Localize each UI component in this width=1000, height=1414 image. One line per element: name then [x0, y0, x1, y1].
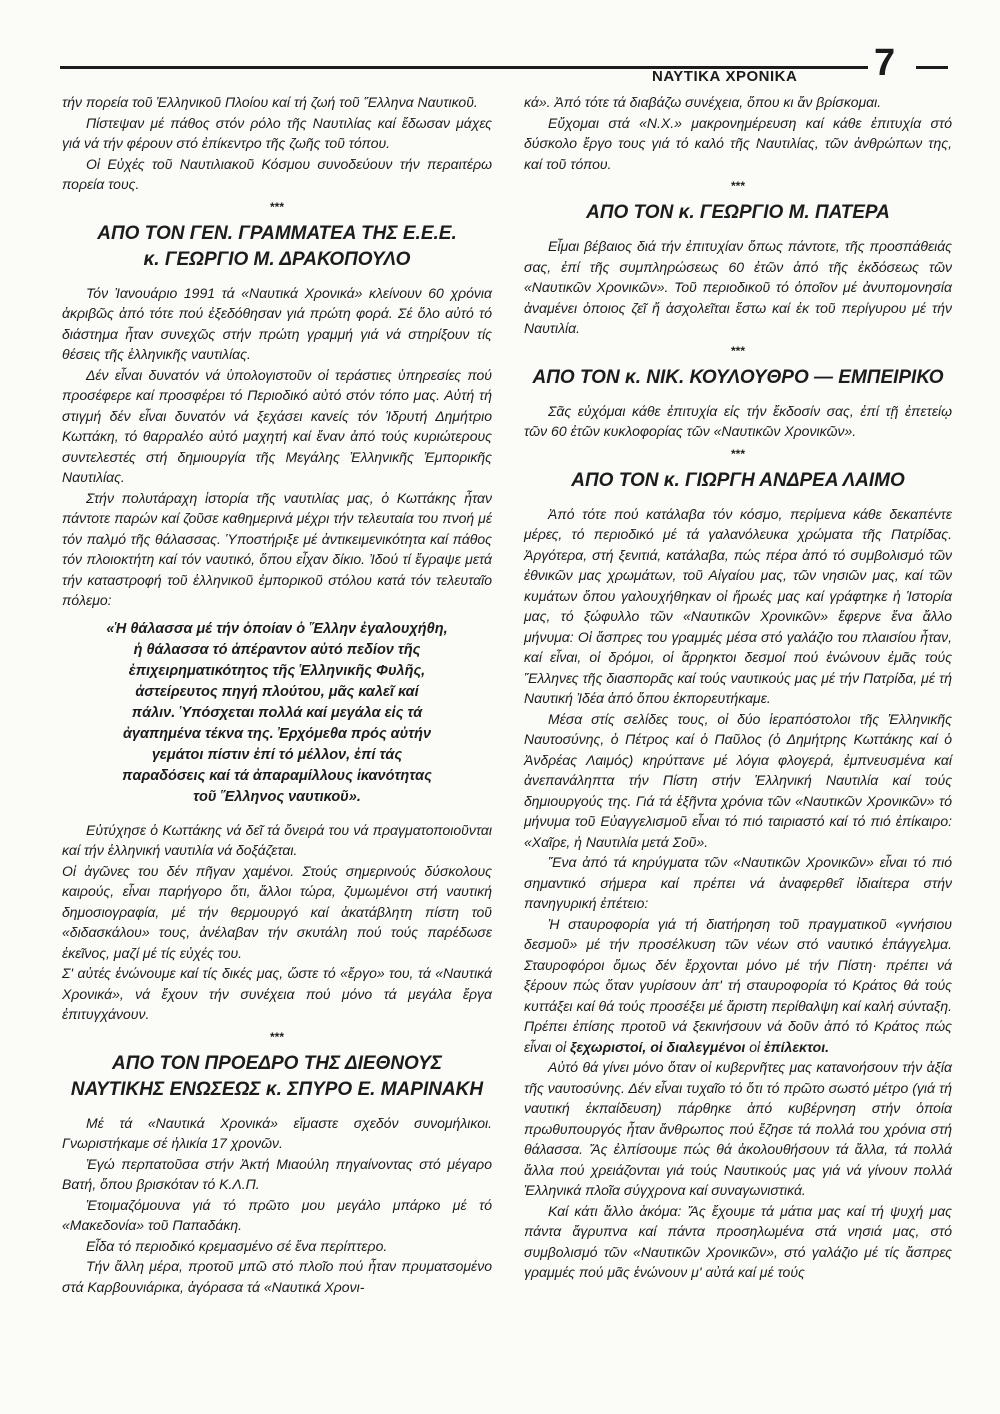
page-number: 7: [874, 42, 896, 84]
quote-line: γεμάτοι πίστιν ἐπί τό μέλλον, ἐπί τάς: [151, 746, 403, 763]
paragraph: Σᾶς εὐχόμαι κάθε ἐπιτυχία εἰς τήν ἔκδοσίν σας, ἐπί τῇ ἐπετείῳ τῶν 60 ἐτῶν κυκλοφορίας τῶν «Ναυτικῶν Χρονικῶν».: [524, 402, 952, 439]
quote-line: «Ἡ θάλασσα μέ τήν ὁποίαν ὁ Ἕλλην ἐγαλουχήθη,: [106, 620, 448, 637]
paragraph: Ἐγώ περπατοῦσα στήν Ἀκτή Μιαούλη πηγαίνοντας στό μέγαρο Βατή, ὅπου βρισκόταν τό Κ.Λ.Π.: [62, 1155, 492, 1192]
paragraph: Εἶμαι βέβαιος διά τήν ἐπιτυχίαν ὅπως πάντοτε, τῆς προσπάθειάς σας, ἐπί τῆς συμπληρώσεως 60 ἐτῶν ἀπό τῆς ἐκδόσεως τῶν «Ναυτικῶν Χρονικῶν». Τοῦ περιοδικοῦ τό ὁποῖον μέ ἀνυπομονησία ἀναμένει ὁποιος ζεῖ ἤ ἀσχολεῖται ἔστω καί ἐκ τοῦ περίγυρου μέ τήν Ναυτιλία.: [524, 238, 952, 336]
section-separator: ***: [730, 179, 745, 193]
blockquote: [62, 619, 492, 808]
paragraph: Δέν εἶναι δυνατόν νά ὑπολογιστοῦν οἱ τεράστιες ὑπηρεσίες πού προσέφερε καί προσφέρει τό Περιοδικό αὐτό στόν τόπο μας. Αὐτή τή στιγμή δέν εἶναι δυνατόν νά ξεχάσει κανείς τόν Ἱδρυτή Δημήτριο Κωττάκη, τό θαρραλέο αὐτό μαχητή καί ἕναν ἀπό τούς κυριώτερους συντελεστές στή δημιουργία τῆς Μεγάλης Ἑλληνικῆς Ἐμπορικῆς Ναυτιλίας.: [62, 366, 492, 485]
section-separator: ***: [269, 1029, 284, 1044]
section-heading-marinakis: [62, 1051, 492, 1103]
paragraph: Οἱ Εὐχές τοῦ Ναυτιλιακοῦ Κόσμου συνοδεύουν τήν περαιτέρω πορεία τους.: [62, 155, 492, 192]
paragraph: κά». Ἀπό τότε τά διαβάζω συνέχεια, ὅπου κι ἄν βρίσκομαι.: [524, 94, 882, 110]
paragraph: Ἑτοιμαζόμουνα γιά τό πρῶτο μου μεγάλο μπάρκο μέ τό «Μακεδονία» τοῦ Παπαδάκη.: [62, 1196, 492, 1233]
paragraph: Πίστεψαν μέ πάθος στόν ρόλο τῆς Ναυτιλίας καί ἔδωσαν μάχες γιά νά τήν φέρουν στό ἐπίκεντρο τῆς ζωῆς τοῦ τόπου.: [62, 114, 492, 151]
section-separator: ***: [730, 343, 745, 358]
paragraph: Καί κάτι ἄλλο ἀκόμα: Ἄς ἔχουμε τά μάτια μας καί τή ψυχή μας πάντα ἄγρυπνα καί πάντα προσηλωμένα στά νησιά μας, στό συμβολισμό τῶν «Ναυτικῶν Χρονικῶν», στό γαλάζιο μέ τίς ἄσπρες γραμμές πού μᾶς ἑνώνουν μ' αὐτά καί μέ τούς: [524, 1202, 952, 1280]
paragraph: Μέσα στίς σελίδες τους, οἱ δύο ἱεραπόστολοι τῆς Ἑλληνικῆς Ναυτοσύνης, ὁ Πέτρος καί ὁ Παῦλος (ὁ Δημήτρης Κωττάκης καί ὁ Ἀνδρέας Λαιμός) κηρύττανε μέ λόγια φλογερά, ἐμπνευσμένα καί ἀνεπανάληπτα τήν Πίστη στήν Ἑλληνική Ναυτιλία καί τούς δημιουργούς της. Γιά τά ἑξῆντα χρόνια τῶν «Ναυτικῶν Χρονικῶν» τό μήνυμα τοῦ Εὐαγγελισμοῦ εἶναι τό πιό ταιριαστό καί τό πιό ἐπίκαιρο: «Χαῖρε, ἡ Ναυτιλία μετά Σοῦ».: [524, 710, 952, 850]
heading-line: ΑΠΟ ΤΟΝ κ. ΓΕΩΡΓΙΟ Μ. ΠΑΤΕΡΑ: [586, 202, 890, 223]
header-rule-right: [916, 66, 948, 69]
heading-line: ΑΠΟ ΤΟΝ κ. ΓΙΩΡΓΗ ΑΝΔΡΕΑ ΛΑΙΜΟ: [571, 469, 905, 491]
paragraph: Οἱ ἀγῶνες του δέν πῆγαν χαμένοι. Στούς σημερινούς δύσκολους καιρούς, εἶναι παρήγορο ὅτι, ἄλλοι τώρα, ζυμωμένοι στή ναυτική δημοσιογραφία, μέ τήν θερμουργό καί ἀκατάβλητη πίστη τοῦ «διδασκάλου» τους, ἀνέλαβαν τήν σκυτάλη πού τούς παρέδωσε ἐκεῖνος, μαζί μέ τίς εὐχές του.: [62, 862, 492, 961]
paragraph: Εἶδα τό περιοδικό κρεμασμένο σέ ἕνα περίπτερο.: [86, 1237, 388, 1254]
paragraph: Ἀπό τότε πού κατάλαβα τόν κόσμο, περίμενα κάθε δεκαπέντε μέρες, τό περιοδικό μέ τά γαλανόλευκα χρώματα τῆς Πατρίδας. Ἀργότερα, στή ξενιτιά, κατάλαβα, πώς πέρα ἀπό τό συμβολισμό τῶν ἐθνικῶν μας χρωμάτων, τοῦ Αἰγαίου μας, τῶν νησιῶν μας, καί τῶν κυμάτων ὅπου γαλουχήθηκαν οἱ ἥρωές μας καί γράφτηκε ἡ Ἱστορία μας, τό ξώφυλλο τῶν «Ναυτικῶν Χρονικῶν» ἔφερνε ἕνα ἄλλο μήνυμα: Οἱ ἄσπρες του γραμμές μέσα στό γαλάζιο του πλαισίου ἦταν, καί εἶναι, οἱ δρόμοι, οἱ ἄρρηκτοι δεσμοί πού ἑνώνουν ἐμᾶς τούς Ἕλληνες τῆς διασπορᾶς καί τούς ναυτικούς μας μέ τήν Πατρίδα, μέ τή Ναυτική Ἰδέα ἀπό ὅπου ἐκπορευτήκαμε.: [524, 505, 952, 706]
quote-line: ἡ θάλασσα τό ἀπέραντον αὐτό πεδίον τῆς: [133, 641, 421, 658]
paragraph: Ἕνα ἀπό τά κηρύγματα τῶν «Ναυτικῶν Χρονικῶν» εἶναι τό πιό σημαντικό σήμερα καί πρέπει νά ἀναφερθεῖ ἰδιαίτερα στήν πανηγυρική ἐπέτειο:: [524, 854, 952, 911]
section-heading-laimos: [524, 468, 952, 494]
section-separator: ***: [730, 446, 745, 461]
section-heading-drakopoulos: [62, 221, 492, 273]
paragraph: Εὐτύχησε ὁ Κωττάκης νά δεῖ τά ὄνειρά του νά πραγματοποιοῦνται καί τήν ἑλληνική ναυτιλία νά δοξάζεται.: [62, 821, 492, 858]
masthead: ΝΑΥΤΙΚΑ ΧΡΟΝΙΚΑ: [652, 68, 798, 85]
right-column: [524, 92, 952, 1283]
paragraph: Μέ τά «Ναυτικά Χρονικά» εἴμαστε σχεδόν συνομήλικοι. Γνωριστήκαμε σέ ἡλικία 17 χρονῶν.: [62, 1114, 492, 1151]
quote-line: τοῦ Ἕλληνος ναυτικοῦ».: [193, 788, 361, 805]
paragraph: Σ' αὐτές ἑνώνουμε καί τίς δικές μας, ὥστε τό «ἔργο» του, τά «Ναυτικά Χρονικά», νά ἔχουν τήν συνέχεια πού μόνο τά μεγάλα ἔργα ἐπιτυγχάνουν.: [62, 965, 492, 1022]
heading-line: ΑΠΟ ΤΟΝ ΠΡΟΕΔΡΟ ΤΗΣ ΔΙΕΘΝΟΥΣ: [112, 1052, 442, 1074]
heading-line: ΑΠΟ ΤΟΝ ΓΕΝ. ΓΡΑΜΜΑΤΕΑ ΤΗΣ Ε.Ε.Ε.: [97, 222, 457, 244]
quote-line: ἐπιχειρηματικότητος τῆς Ἑλληνικῆς Φυλῆς,: [128, 662, 426, 679]
paragraph: Τήν ἄλλη μέρα, προτοῦ μπῶ στό πλοῖο πού ἦταν πρυματσομένο στά Καρβουνιάρικα, ἀγόρασα τά «Ναυτικά Χρονι-: [62, 1258, 492, 1295]
section-separator: ***: [269, 199, 284, 214]
section-heading-pateras: [524, 200, 952, 226]
emphasis: ἐπίλεκτοι.: [764, 1038, 830, 1055]
section-heading-koulouthros: [524, 365, 952, 391]
paragraph: Αὐτό θά γίνει μόνο ὅταν οἱ κυβερνῆτες μας κατανοήσουν τήν ἀξία τῆς ναυτοσύνης. Δέν εἶναι τυχαῖο τό ὅτι τό πρῶτο σωστό μέτρο (γιά τή ναυτική ἐκπαίδευση) πάρθηκε ἀπό κυβέρνηση στήν ὁποία πρωθυπουργός ἦταν ἄνθρωπος πού ἔζησε τά πολλά του χρόνια στή θάλασσα. Ἄς ἐλπίσουμε πώς θά ἀκολουθήσουν τά ἄλλα, τά πολλά ἄλλα πού χρειάζονται γιά τούς Ναυτικούς μας γιά νά γίνουν πολλά Ἑλληνικά πλοῖα σύγχρονα καί συναγωνιστικά.: [524, 1059, 952, 1198]
paragraph: Τόν Ἰανουάριο 1991 τά «Ναυτικά Χρονικά» κλείνουν 60 χρόνια ἀκριβῶς ἀπό τότε πού ἐξεδόθησαν γιά πρώτη φορά. Σέ ὅλο αὐτό τό διάστημα ἦταν συνεχῶς στήν πρώτη γραμμή γιά νά στηρίξουν τίς θέσεις τῆς ἑλληνικῆς ναυτιλίας.: [62, 284, 492, 362]
emphasis: ξεχωριστοί, οἱ διαλεγμένοι: [570, 1038, 746, 1055]
paragraph: τήν πορεία τοῦ Ἑλληνικοῦ Πλοίου καί τή ζωή τοῦ Ἕλληνα Ναυτικοῦ.: [62, 94, 478, 110]
paragraph: Εὔχομαι στά «Ν.Χ.» μακρονημέρευση καί κάθε ἐπιτυχία στό δύσκολο ἔργο τους γιά τό καλό τῆς Ναυτιλίας, τῶν ἀνθρώπων της, καί τοῦ τόπου.: [524, 114, 952, 172]
left-column: [62, 92, 492, 1297]
quote-line: παραδόσεις καί τά ἀπαραμίλλους ἱκανότητας: [122, 767, 432, 784]
quote-line: πάλιν. Ὑπόσχεται πολλά καί μεγάλα εἰς τά: [131, 704, 423, 721]
paragraph-with-emphasis: [524, 914, 952, 1058]
heading-line: κ. ΓΕΩΡΓΙΟ Μ. ΔΡΑΚΟΠΟΥΛΟ: [143, 248, 411, 270]
heading-line: ΑΠΟ ΤΟΝ κ. ΝΙΚ. ΚΟΥΛΟΥΘΡΟ — ΕΜΠΕΙΡΙΚΟ: [532, 366, 944, 388]
paragraph: Στήν πολυτάραχη ἱστορία τῆς ναυτιλίας μας, ὁ Κωττάκης ἦταν πάντοτε παρών καί ζοῦσε καθημερινά μέχρι τήν τελευταία του πνοή μέ τόν παλμό τῆς θάλασσας. Ὑποστήριξε μέ ἀντικειμενικότητα καί πάθος τόν πλοιοκτήτη καί τόν ναυτικό, ὅπου εἶχαν δίκιο. Ἰδού τί ἔγραψε μετά τήν καταστροφή τοῦ ἑλληνικοῦ ἐμπορικοῦ στόλου κατά τόν τελευταῖο πόλεμο:: [62, 489, 492, 608]
quote-line: ἀστείρευτος πηγή πλούτου, μᾶς καλεῖ καί: [135, 683, 419, 700]
quote-line: ἀγαπημένα τέκνα της. Ἐρχόμεθα πρός αὐτήν: [122, 725, 432, 742]
heading-line: ΝΑΥΤΙΚΗΣ ΕΝΩΣΕΩΣ κ. ΣΠΥΡΟ Ε. ΜΑΡΙΝΑΚΗ: [70, 1078, 484, 1100]
paragraph-text: Ἡ σταυροφορία γιά τή διατήρηση τοῦ πραγματικοῦ «γνήσιου δεσμοῦ» μέ τήν προσέλκυση τῶν νέων στό ναυτικό ἐπάγγελμα. Σταυροφόροι ὅμως δέν ἔρχονται μόνο μέ τήν Πίστη· πρέπει νά ξέρουν πώς ὅταν γυρίσουν ἀπ' τή σταυροφορία τό Κράτος θά τούς κυττάξει καί θά τούς προσέξει μέ ἄριστη περίθαλψη καί καλή σύνταξη. Πρέπει ἐπίσης προτοῦ νά ξεκινήσουν νά δοῦν ἀπό τό Κράτος πώς εἶναι οἱ: [524, 915, 952, 1055]
paragraph-text: οἱ: [745, 1038, 764, 1055]
